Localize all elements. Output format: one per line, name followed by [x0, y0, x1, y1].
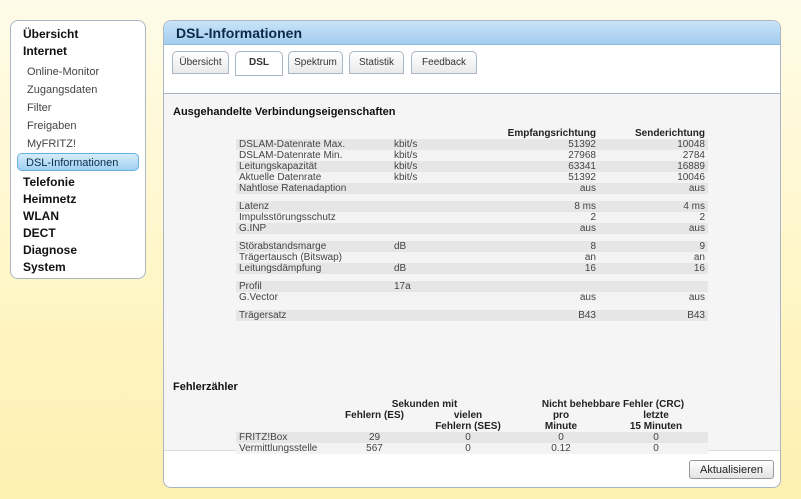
nav-myfritz[interactable]: MyFRITZ!	[27, 138, 76, 150]
row-label: Störabstandsmarge	[236, 241, 391, 252]
row-unit: dB	[391, 263, 461, 274]
table-row	[236, 241, 708, 252]
spacer-cell	[599, 194, 708, 201]
row-unit: dB	[391, 241, 461, 252]
row-unit: kbit/s	[391, 150, 461, 161]
err-value-es: 29	[331, 432, 418, 443]
sidebar-nav	[10, 20, 146, 279]
section-title-fehlerzaehler: Fehlerzähler	[173, 381, 238, 393]
err-header-empty	[236, 421, 331, 432]
row-unit: kbit/s	[391, 161, 461, 172]
row-value-rx: aus	[461, 183, 599, 194]
row-value-rx: aus	[461, 223, 599, 234]
col-minute: Minute	[544, 421, 578, 432]
row-label: DSLAM-Datenrate Max.	[236, 139, 391, 150]
spacer-cell	[391, 234, 461, 241]
spacer-cell	[236, 303, 391, 310]
nav-telefonie[interactable]: Telefonie	[23, 175, 75, 189]
row-label: Profil	[236, 281, 391, 292]
row-value-tx: 16	[599, 263, 708, 274]
spacer-cell	[599, 234, 708, 241]
col-15-minuten: 15 Minuten	[629, 421, 683, 432]
row-value-tx: 4 ms	[599, 201, 708, 212]
row-value-tx: 10048	[599, 139, 708, 150]
spacer-cell	[461, 234, 599, 241]
row-value-tx: 2784	[599, 150, 708, 161]
err-header-empty	[236, 410, 331, 421]
col-senderichtung: Senderichtung	[599, 127, 708, 139]
spacer-cell	[391, 303, 461, 310]
spacer-cell	[236, 234, 391, 241]
tab-uebersicht[interactable]: Übersicht	[172, 51, 229, 74]
row-label: G.INP	[236, 223, 391, 234]
row-value-rx: 8 ms	[461, 201, 599, 212]
row-label: Latenz	[236, 201, 391, 212]
row-label: Impulsstörungsschutz	[236, 212, 391, 223]
table-row	[236, 223, 708, 234]
row-spacer	[236, 303, 708, 310]
spacer-cell	[236, 274, 391, 281]
col-empfangsrichtung: Empfangsrichtung	[461, 127, 599, 139]
section-title-verbindung: Ausgehandelte Verbindungseigenschaften	[173, 106, 396, 118]
error-counter-table	[236, 399, 708, 454]
col-fehlern-ses: Fehlern (SES)	[435, 421, 501, 432]
row-label: DSLAM-Datenrate Min.	[236, 150, 391, 161]
nav-dsl-informationen[interactable]: DSL-Informationen	[17, 153, 139, 171]
table-row	[236, 139, 708, 150]
spacer-cell	[391, 194, 461, 201]
row-value-rx: 51392	[461, 172, 599, 183]
row-label: Nahtlose Ratenadaption	[236, 183, 391, 194]
row-unit	[391, 252, 461, 263]
row-unit	[391, 223, 461, 234]
row-value-rx	[461, 281, 599, 292]
table-row	[236, 161, 708, 172]
page-title: DSL-Informationen	[164, 21, 780, 45]
tab-spektrum[interactable]: Spektrum	[288, 51, 343, 74]
err-value-es: 567	[331, 443, 418, 454]
nav-wlan[interactable]: WLAN	[23, 209, 59, 223]
row-value-rx: an	[461, 252, 599, 263]
spacer-cell	[461, 274, 599, 281]
nav-online-monitor[interactable]: Online-Monitor	[27, 66, 100, 78]
tab-bar	[164, 46, 780, 94]
main-panel	[163, 20, 781, 488]
row-value-rx: aus	[461, 292, 599, 303]
row-unit	[391, 183, 461, 194]
dsl-content	[164, 94, 780, 454]
row-spacer	[236, 234, 708, 241]
table-row	[236, 281, 708, 292]
row-value-rx: 27968	[461, 150, 599, 161]
row-value-rx: B43	[461, 310, 599, 321]
row-label: G.Vector	[236, 292, 391, 303]
row-value-rx: 2	[461, 212, 599, 223]
row-label: Leitungsdämpfung	[236, 263, 391, 274]
row-unit	[391, 292, 461, 303]
tab-statistik[interactable]: Statistik	[349, 51, 404, 74]
err-row-label: FRITZ!Box	[236, 432, 331, 443]
nav-dect[interactable]: DECT	[23, 226, 56, 240]
row-value-tx: 10046	[599, 172, 708, 183]
spacer-cell	[461, 303, 599, 310]
spacer-cell	[599, 303, 708, 310]
err-value-ses: 0	[418, 443, 518, 454]
row-value-tx: 9	[599, 241, 708, 252]
row-unit: kbit/s	[391, 172, 461, 183]
row-value-tx: B43	[599, 310, 708, 321]
row-spacer	[236, 194, 708, 201]
err-row-label: Vermittlungsstelle	[236, 443, 331, 454]
row-unit	[391, 201, 461, 212]
nav-internet[interactable]: Internet	[23, 44, 68, 58]
spacer-cell	[461, 194, 599, 201]
row-spacer	[236, 274, 708, 281]
row-value-rx: 16	[461, 263, 599, 274]
header-cell-empty	[391, 127, 461, 139]
row-unit: kbit/s	[391, 139, 461, 150]
table-row	[236, 252, 708, 263]
err-value-per-minute: 0.12	[518, 443, 604, 454]
table-row	[236, 183, 708, 194]
err-value-last-15: 0	[604, 443, 708, 454]
row-label: Aktuelle Datenrate	[236, 172, 391, 183]
err-header-empty	[331, 421, 418, 432]
table-row	[236, 443, 708, 454]
err-group-sekunden: Sekunden mit	[391, 399, 458, 410]
row-value-rx: 63341	[461, 161, 599, 172]
tab-feedback[interactable]: Feedback	[411, 51, 477, 74]
err-value-ses: 0	[418, 432, 518, 443]
spacer-cell	[391, 274, 461, 281]
table-row	[236, 432, 708, 443]
row-value-rx: 8	[461, 241, 599, 252]
table-row	[236, 201, 708, 212]
err-value-last-15: 0	[604, 432, 708, 443]
nav-heimnetz[interactable]: Heimnetz	[23, 192, 77, 206]
row-value-tx: aus	[599, 183, 708, 194]
err-header-empty	[236, 399, 331, 410]
nav-zugangsdaten[interactable]: Zugangsdaten	[27, 84, 98, 96]
row-label: Leitungskapazität	[236, 161, 391, 172]
table-row	[236, 310, 708, 321]
row-unit	[391, 310, 461, 321]
row-value-tx: 2	[599, 212, 708, 223]
nav-uebersicht[interactable]: Übersicht	[23, 27, 79, 41]
table-row	[236, 212, 708, 223]
table-row	[236, 172, 708, 183]
row-label: Trägertausch (Bitswap)	[236, 252, 391, 263]
row-value-tx: an	[599, 252, 708, 263]
header-cell-empty	[236, 127, 391, 139]
err-group-crc: Nicht behebbare Fehler (CRC)	[541, 399, 685, 410]
nav-filter[interactable]: Filter	[27, 102, 52, 114]
row-value-tx: aus	[599, 223, 708, 234]
col-pro: pro	[552, 410, 570, 421]
row-unit	[391, 212, 461, 223]
row-unit: 17a	[391, 281, 461, 292]
nav-freigaben[interactable]: Freigaben	[27, 120, 77, 132]
nav-diagnose[interactable]: Diagnose	[23, 243, 78, 257]
row-value-tx	[599, 281, 708, 292]
row-value-tx: aus	[599, 292, 708, 303]
col-vielen: vielen	[453, 410, 483, 421]
tab-dsl[interactable]: DSL	[235, 51, 283, 76]
err-value-per-minute: 0	[518, 432, 604, 443]
refresh-button[interactable]: Aktualisieren	[689, 460, 774, 479]
table-row	[236, 150, 708, 161]
row-value-rx: 51392	[461, 139, 599, 150]
col-fehlern-es: Fehlern (ES)	[345, 410, 404, 421]
dsl-properties-table	[236, 127, 708, 321]
row-value-tx: 16889	[599, 161, 708, 172]
nav-system[interactable]: System	[23, 260, 66, 274]
spacer-cell	[599, 274, 708, 281]
spacer-cell	[236, 194, 391, 201]
col-letzte: letzte	[643, 410, 669, 421]
row-label: Trägersatz	[236, 310, 391, 321]
table-row	[236, 292, 708, 303]
table-row	[236, 263, 708, 274]
